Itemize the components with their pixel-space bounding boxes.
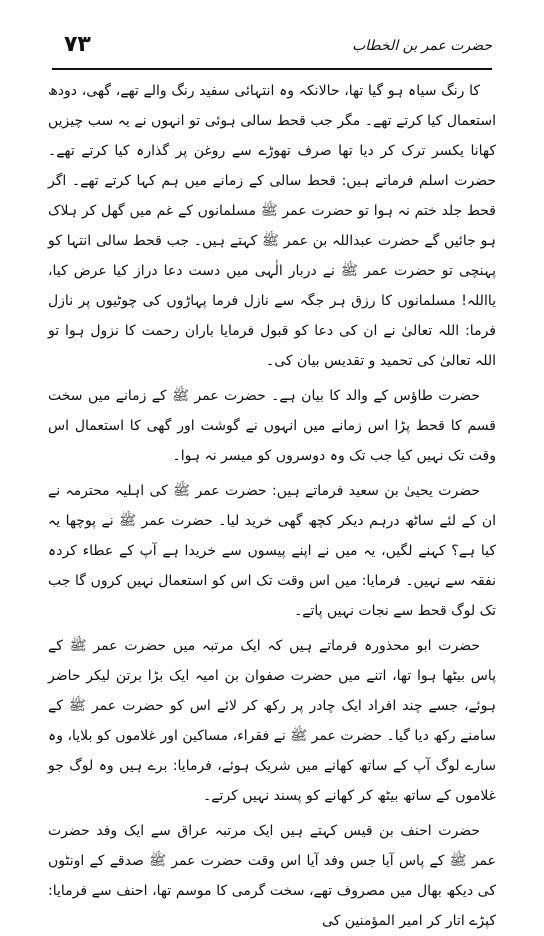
paragraph-2: حضرت طاؤس کے والد کا بیان ہے۔ حضرت عمر ﷺ کے زمانے میں سخت قسم کا قحط پڑا اس زمانے میں انہوں نے گوشت اور گھی کا استعمال اس وقت تک نہیں کیا جب تک وہ دوسروں کو میسر نہ ہوا۔ [48,388,496,464]
page-number: ۷۳ [64,32,91,57]
paragraph-5: حضرت احنف بن قیس کہتے ہیں ایک مرتبہ عراق سے ایک وفد حضرت عمر ﷺ کے پاس آیا جس وفد آیا اس وقت حضرت عمر ﷺ صدقے کے اونٹوں کی دیکھ بھال میں مصروف تھے، سخت گرمی کا موسم تھا، احنف سے فرمایا: کپڑے اتار کر امیر المؤمنین کی [48,823,496,929]
paragraph-4: حضرت ابو محذورہ فرماتے ہیں کہ ایک مرتبہ میں حضرت عمر ﷺ کے پاس بیٹھا ہوا تھا، اتنے میں حضرت صفوان بن امیہ ایک بڑا برتن لیکر حاضر ہوئے، جسے چند افراد ایک چادر پر رکھ کر لائے اس کو حضرت عمر ﷺ کے سامنے رکھ دیا گیا۔ حضرت عمر ﷺ نے فقراء، مساکین اور غلاموں کو بلایا، وہ سارے لوگ آپ کے ساتھ کھانے میں شریک ہوئے، فرمایا: برے ہیں وہ لوگ جو غلاموں کے ساتھ بیٹھ کر کھانے کو پسند نہیں کرتے۔ [48,638,496,804]
header-rule [52,68,492,70]
body-text [48,76,496,929]
paragraph-3: حضرت یحییٰ بن سعید فرماتے ہیں: حضرت عمر ﷺ کی اہلیہ محترمہ نے ان کے لئے ساٹھ درہم دیکر کچھ گھی خرید لیا۔ حضرت عمر ﷺ نے پوچھا یہ کیا ہے؟ کہنے لگیں، یہ میں نے اپنے پیسوں سے خریدا ہے آپ کے عطاء کردہ نفقہ سے نہیں۔ فرمایا: میں اس وقت تک اس کو استعمال نہیں کروں گا جب تک لوگ قحط سے نجات نہیں پاتے۔ [48,483,496,619]
running-title: حضرت عمر بن الخطاب [352,38,492,54]
paragraph-1: کا رنگ سیاہ ہو گیا تھا، حالانکہ وہ انتہائی سفید رنگ والے تھے، گھی، دودھ استعمال کیا کرتے تھے۔ مگر جب قحط سالی ہوئی تو انہوں نے یہ سب چیزیں کھانا یکسر ترک کر دیا تھا صرف تھوڑے سے روغن پر گذارہ کیا کرتے تھے۔ حضرت اسلم فرماتے ہیں: قحط سالی کے زمانے میں ہم کہا کرتے تھے۔ اگر قحط جلد ختم نہ ہوا تو حضرت عمر ﷺ مسلمانوں کے غم میں گھل کر ہلاک ہو جائیں گے حضرت عبداللہ بن عمر ﷺ کہتے ہیں۔ جب قحط سالی انتہا کو پہنچی تو حضرت عمر ﷺ نے دربار الٰہی میں دست دعا دراز کیا عرض کیا، یااللہ! مسلمانوں کا رزق ہر جگہ سے نازل فرما پہاڑوں کی چوٹیوں پر نازل فرما: اللہ تعالیٰ نے ان کی دعا کو قبول فرمایا باران رحمت کا نزول ہوا تو اللہ تعالیٰ کی تحمید و تقدیس بیان کی۔ [48,83,496,369]
page-header [52,26,492,70]
